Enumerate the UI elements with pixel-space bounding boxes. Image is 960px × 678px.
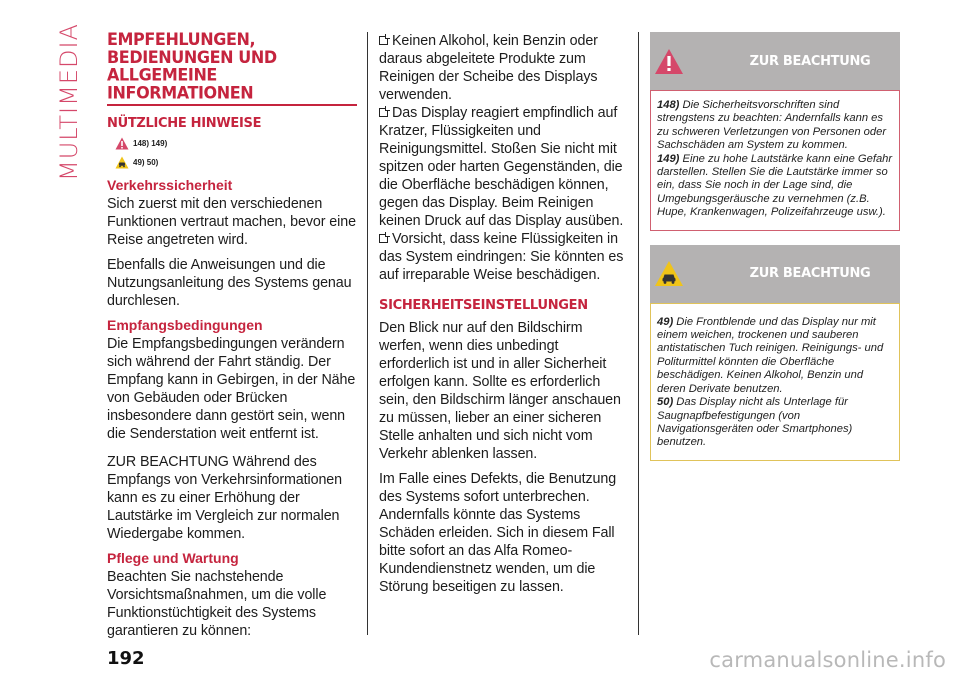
note-number: 49) — [657, 315, 674, 328]
list-item-text: Das Display reagiert empfindlich auf Kratzer, Flüssigkeiten und Reinigungsmittel. Stoßen Sie nicht mit spitzen oder harten Gegenständen, die die Oberfläche beschädigen können, gegen das Display. Beim Reinigen keinen Druck auf das Display ausüben. — [379, 105, 624, 229]
bullet-icon — [379, 234, 388, 243]
warning-reference — [115, 137, 357, 150]
note-148 — [657, 99, 893, 153]
note-text: Die Frontblende und das Display nur mit einem weichen, trockenen und sauberen antistatischen Tuch reinigen. Reinigungs- und Politurmittel könnten die Oberfläche beschädigen. Keinen Alkohol, Benzin und deren Derivate benutzen. — [657, 315, 884, 395]
caution-box-title: ZUR BEACHTUNG — [749, 266, 871, 282]
bullet-icon — [379, 108, 388, 117]
note-number: 50) — [657, 396, 674, 409]
column-divider — [638, 32, 639, 635]
warning-box-header — [650, 32, 900, 90]
warning-reference-text: 148) 149) — [133, 139, 168, 148]
paragraph: Sich zuerst mit den verschiedenen Funktionen vertraut machen, bevor eine Reise angetreten wird. — [107, 196, 356, 248]
paragraph: Ebenfalls die Anweisungen und die Nutzungsanleitung des Systems genau durchlesen. — [107, 257, 352, 309]
main-title-line-2: BEDIENUNGEN UND — [107, 47, 277, 68]
paragraph: Die Empfangsbedingungen verändern sich während der Fahrt ständig. Der Empfang kann in Gebirgen, in der Nähe von Gebäuden oder Brücken insbesondere dann gestört sein, wenn die Senderstation weit entfernt ist. — [107, 336, 356, 442]
heading-security-settings: SICHERHEITSEINSTELLUNGEN — [379, 298, 588, 313]
main-title-line-1: EMPFEHLUNGEN, — [107, 29, 256, 50]
list-item — [379, 230, 631, 284]
side-label-text: MULTIMEDIA — [55, 23, 83, 181]
paragraph: Beachten Sie nachstehende Vorsichtsmaßnahmen, um die volle Funktionstüchtigkeit des Systems garantieren zu können: — [107, 569, 327, 639]
car-caution-icon — [654, 260, 684, 287]
note-number: 148) — [657, 99, 680, 111]
page-number: 192 — [107, 648, 145, 669]
main-title-line-3: ALLGEMEINE INFORMATIONEN — [107, 64, 254, 103]
column-right — [650, 32, 900, 461]
warning-triangle-icon — [115, 137, 129, 150]
car-caution-icon — [115, 156, 129, 169]
warning-box-body — [650, 90, 900, 231]
paragraph: Im Falle eines Defekts, die Benutzung des Systems sofort unterbrechen. Andernfalls könnte das Systems Schäden erleiden. Sich in diesem Fall bitte sofort an das Alfa Romeo-Kundendienstnetz wenden, um die Störung beseitigen zu lassen. — [379, 471, 617, 595]
column-divider — [367, 32, 368, 635]
subtitle: NÜTZLICHE HINWEISE — [107, 116, 262, 131]
note-49 — [657, 316, 893, 396]
paragraph: Den Blick nur auf den Bildschirm werfen, wenn dies unbedingt erforderlich ist und in aller Sicherheit erfolgen kann. Sollte es erforderlich sein, den Bildschirm länger anschauen zu müssen, lieber an einer sicheren Stelle anhalten und sich nicht vom Verkehr ablenken lassen. — [379, 320, 621, 462]
column-middle — [379, 32, 631, 603]
note-50 — [657, 396, 893, 450]
caution-box-body — [650, 303, 900, 461]
bullet-icon — [379, 36, 388, 45]
paragraph: ZUR BEACHTUNG Während des Empfangs von Verkehrsinformationen kann es zu einer Erhöhung der Lautstärke im Vergleich zur normalen Wiedergabe kommen. — [107, 454, 343, 542]
warning-triangle-icon — [654, 48, 684, 75]
heading-reception: Empfangsbedingungen — [107, 317, 263, 333]
section-side-label — [54, 23, 84, 181]
caution-reference-text: 49) 50) — [133, 158, 159, 167]
note-text: Das Display nicht als Unterlage für Saugnapfbefestigungen (von Navigationsgeräten oder Smartphones) benutzen. — [657, 396, 853, 449]
caution-box-header — [650, 245, 900, 303]
main-title — [107, 30, 357, 101]
list-item — [379, 32, 631, 104]
caution-reference — [115, 156, 357, 169]
heading-traffic-safety: Verkehrssicherheit — [107, 177, 233, 193]
list-item-text: Vorsicht, dass keine Flüssigkeiten in das System eindringen: Sie könnten es auf irreparable Weise beschädigen. — [379, 231, 624, 283]
note-text: Eine zu hohe Lautstärke kann eine Gefahr darstellen. Stellen Sie die Lautstärke immer so ein, dass Sie noch in der Lage sind, die Umgebungsgeräusche zu vernehmen (z.B. Hupe, Krankenwagen, Polizeifahrzeuge usw.). — [657, 152, 893, 219]
warning-box-title: ZUR BEACHTUNG — [749, 53, 871, 69]
note-149 — [657, 153, 893, 220]
note-number: 149) — [657, 152, 680, 165]
note-text: Die Sicherheitsvorschriften sind strengstens zu beachten: Andernfalls kann es zu schweren Verletzungen von Personen oder Sachschäden am System zu kommen. — [657, 99, 887, 152]
list-item-text: Keinen Alkohol, kein Benzin oder daraus abgeleitete Produkte zum Reinigen der Scheibe des Displays verwenden. — [379, 33, 598, 103]
heading-care: Pflege und Wartung — [107, 550, 239, 566]
title-rule — [107, 104, 357, 106]
watermark: carmanualsonline.info — [709, 648, 946, 672]
column-left — [107, 29, 357, 647]
list-item — [379, 104, 631, 230]
